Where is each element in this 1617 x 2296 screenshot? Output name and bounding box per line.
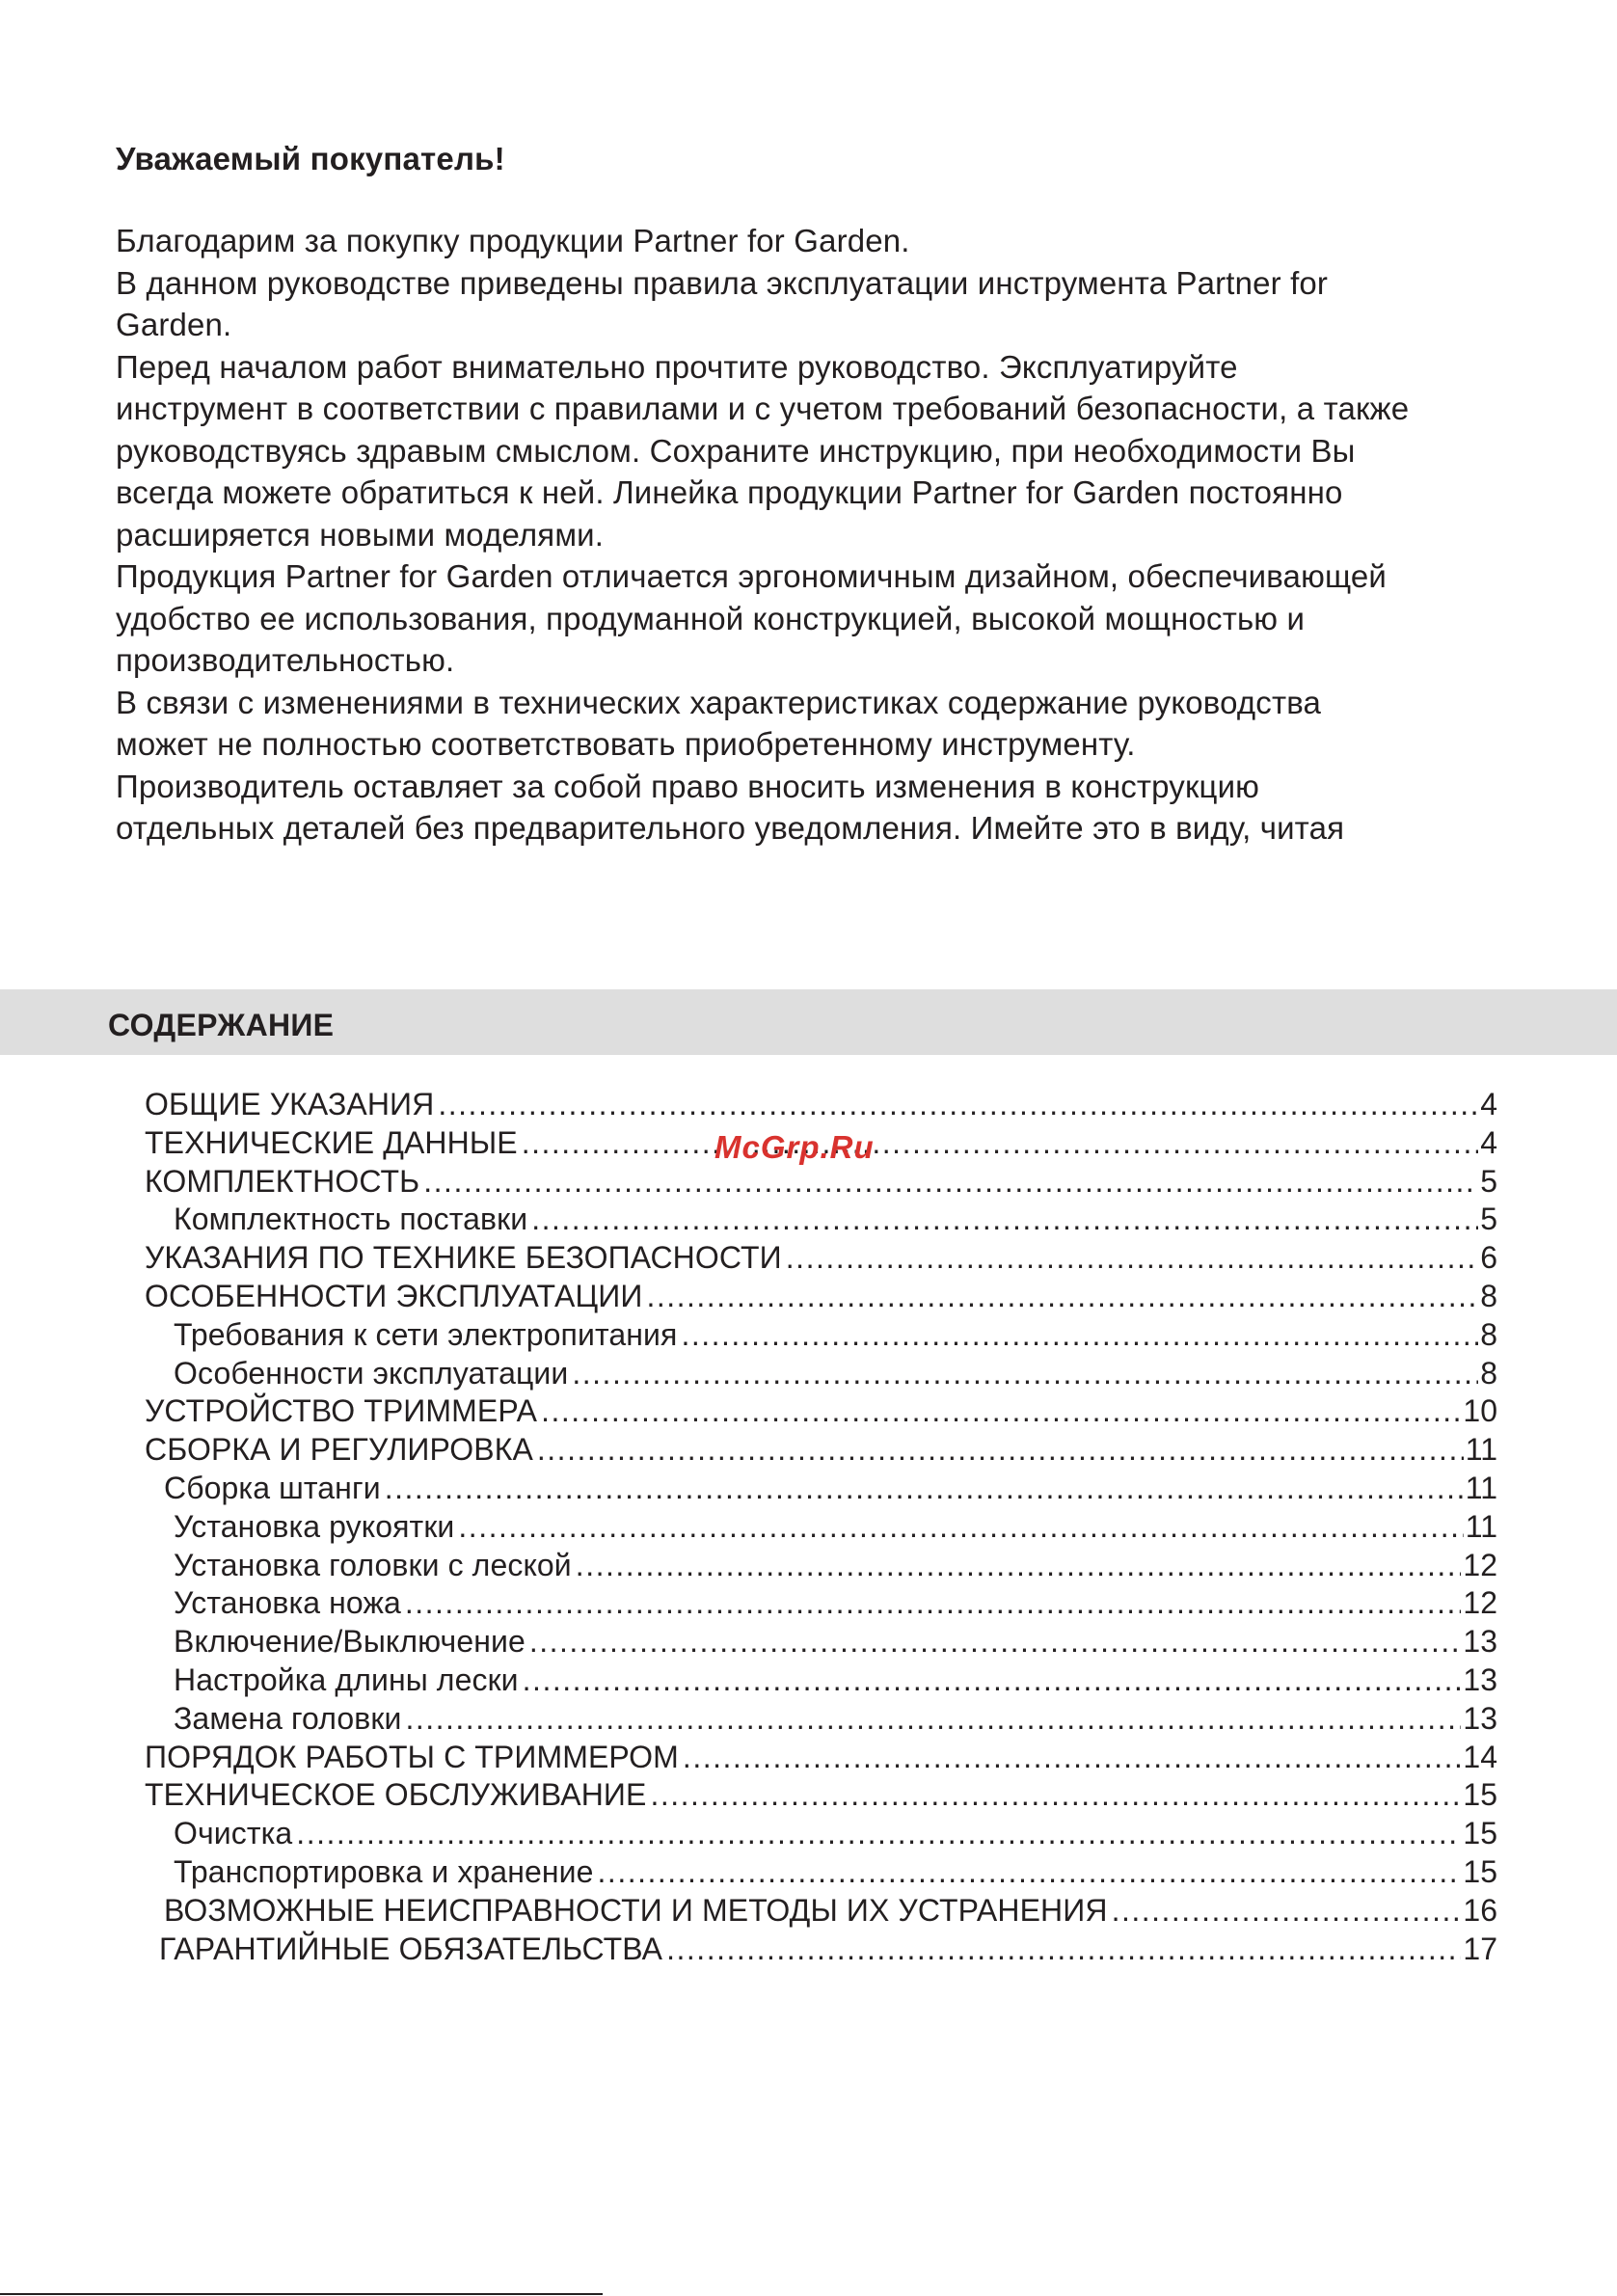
toc-entry-title: КОМПЛЕКТНОСТЬ	[145, 1164, 420, 1199]
watermark-logo: McGrp.Ru	[714, 1129, 875, 1165]
toc-dot-leader	[296, 1814, 1461, 1852]
toc-entry-title: ГАРАНТИЙНЫЕ ОБЯЗАТЕЛЬСТВА	[159, 1931, 663, 1966]
intro-line: Производитель оставляет за собой право вносить изменения в конструкцию	[116, 768, 1260, 804]
toc-entry[interactable]	[174, 1814, 1497, 1852]
toc-dot-leader	[405, 1583, 1462, 1622]
toc-entry-page: 8	[1480, 1279, 1497, 1313]
toc-dot-leader	[1112, 1891, 1462, 1930]
toc-entry-page: 17	[1463, 1931, 1497, 1966]
toc-entry-title: Настройка длины лески	[174, 1662, 519, 1697]
toc-dot-leader	[529, 1622, 1462, 1661]
toc-entry[interactable]	[159, 1930, 1497, 1968]
toc-entry-title: Транспортировка и хранение	[174, 1854, 594, 1889]
toc-dot-leader	[650, 1775, 1461, 1814]
toc-entry[interactable]	[174, 1200, 1497, 1238]
toc-entry[interactable]	[145, 1775, 1497, 1814]
toc-entry-title: ВОЗМОЖНЫЕ НЕИСПРАВНОСТИ И МЕТОДЫ ИХ УСТРАНЕНИЯ	[164, 1893, 1108, 1928]
toc-entry-page: 6	[1480, 1240, 1497, 1275]
toc-entry-title: ПОРЯДОК РАБОТЫ С ТРИММЕРОМ	[145, 1740, 679, 1774]
toc-dot-leader	[646, 1277, 1478, 1315]
toc-entry-title: Замена головки	[174, 1701, 402, 1736]
toc-dot-leader	[537, 1430, 1464, 1469]
toc-entry-title: Установка головки с леской	[174, 1548, 572, 1582]
toc-dot-leader	[666, 1930, 1461, 1968]
toc-entry-title: Сборка штанги	[164, 1471, 381, 1505]
toc-dot-leader	[522, 1123, 1478, 1162]
intro-line: Благодарим за покупку продукции Partner for Garden.	[116, 223, 910, 258]
intro-line: В данном руководстве приведены правила эксплуатации инструмента Partner for	[116, 264, 1329, 301]
toc-entry-page: 11	[1465, 1509, 1497, 1544]
toc-entry-title: ТЕХНИЧЕСКОЕ ОБСЛУЖИВАНИЕ	[145, 1777, 647, 1812]
toc-entry[interactable]	[174, 1622, 1497, 1661]
toc-entry-title: Требования к сети электропитания	[174, 1317, 678, 1352]
toc-entry[interactable]	[164, 1891, 1497, 1930]
toc-dot-leader	[681, 1315, 1478, 1354]
toc-entry-page: 11	[1465, 1432, 1497, 1467]
toc-entry[interactable]	[145, 1391, 1497, 1430]
toc-entry-page: 8	[1480, 1317, 1497, 1352]
toc-entry-page: 11	[1465, 1471, 1497, 1505]
intro-line: расширяется новыми моделями.	[116, 516, 605, 553]
toc-entry[interactable]	[174, 1546, 1497, 1584]
toc-entry-page: 12	[1463, 1548, 1497, 1582]
intro-line: Продукция Partner for Garden отличается эргономичным дизайном, обеспечивающей	[116, 558, 1387, 594]
toc-entry[interactable]	[145, 1238, 1497, 1277]
toc-entry-page: 13	[1463, 1701, 1497, 1736]
toc-entry-title: УСТРОЙСТВО ТРИММЕРА	[145, 1393, 538, 1428]
toc-entry-title: ОБЩИЕ УКАЗАНИЯ	[145, 1087, 435, 1121]
toc-entry-page: 12	[1463, 1585, 1497, 1620]
toc-entry-page: 15	[1463, 1816, 1497, 1850]
toc-entry-page: 15	[1463, 1777, 1497, 1812]
toc-heading: СОДЕРЖАНИЕ	[108, 1008, 335, 1042]
toc-dot-leader	[405, 1699, 1461, 1738]
toc-entry-page: 5	[1480, 1164, 1497, 1199]
toc-dot-leader	[438, 1085, 1478, 1123]
toc-entry[interactable]	[174, 1661, 1497, 1699]
toc-entry-title: Установка рукоятки	[174, 1509, 455, 1544]
toc-entry-page: 13	[1463, 1662, 1497, 1697]
toc-entry-title: Комплектность поставки	[174, 1202, 528, 1236]
toc-entry-title: ОСОБЕННОСТИ ЭКСПЛУАТАЦИИ	[145, 1279, 643, 1313]
toc-entry-page: 8	[1480, 1356, 1497, 1391]
toc-entry[interactable]	[174, 1852, 1497, 1891]
toc-entry-title: УКАЗАНИЯ ПО ТЕХНИКЕ БЕЗОПАСНОСТИ	[145, 1240, 782, 1275]
toc-entry[interactable]	[174, 1507, 1497, 1546]
toc-entry[interactable]	[145, 1085, 1497, 1123]
toc-dot-leader	[576, 1546, 1462, 1584]
toc-dot-leader	[531, 1200, 1478, 1238]
toc-entry-page: 15	[1463, 1854, 1497, 1889]
toc-dot-leader	[423, 1162, 1478, 1201]
toc-entry[interactable]	[174, 1583, 1497, 1622]
toc-entry-title: Очистка	[174, 1816, 293, 1850]
toc-dot-leader	[572, 1354, 1478, 1392]
toc-entry[interactable]	[174, 1354, 1497, 1392]
toc-dot-leader	[683, 1738, 1461, 1776]
toc-dot-leader	[598, 1852, 1462, 1891]
toc-entry[interactable]	[145, 1430, 1497, 1469]
toc-entry-title: Установка ножа	[174, 1585, 401, 1620]
greeting-heading: Уважаемый покупатель!	[116, 141, 505, 176]
toc-entry-page: 4	[1480, 1087, 1497, 1121]
toc-entry-page: 10	[1463, 1393, 1497, 1428]
footer-rule	[0, 2293, 603, 2295]
intro-line: руководствуясь здравым смыслом. Сохраните инструкцию, при необходимости Вы	[116, 432, 1356, 469]
toc-entry-title: Особенности эксплуатации	[174, 1356, 569, 1391]
toc-entry-page: 5	[1480, 1202, 1497, 1236]
intro-line: В связи с изменениями в технических характеристиках содержание руководства	[116, 684, 1322, 720]
toc-entry-title: СБОРКА И РЕГУЛИРОВКА	[145, 1432, 533, 1467]
toc-entry-page: 13	[1463, 1624, 1497, 1659]
intro-line: отдельных деталей без предварительного уведомления. Имейте это в виду, читая	[116, 810, 1345, 846]
toc-dot-leader	[541, 1391, 1461, 1430]
toc-entry-page: 14	[1463, 1740, 1497, 1774]
toc-entry[interactable]	[164, 1469, 1497, 1507]
toc-entry-page: 16	[1463, 1893, 1497, 1928]
intro-line: Garden.	[116, 307, 232, 342]
toc-dot-leader	[458, 1507, 1463, 1546]
toc-dot-leader	[786, 1238, 1478, 1277]
intro-line: производительностью.	[116, 642, 455, 678]
toc-entry[interactable]	[145, 1162, 1497, 1201]
toc-dot-leader	[385, 1469, 1464, 1507]
intro-line: всегда можете обратиться к ней. Линейка продукции Partner for Garden постоянно	[116, 474, 1343, 510]
intro-line: удобство ее использования, продуманной конструкцией, высокой мощностью и	[116, 600, 1306, 636]
toc-entry[interactable]	[145, 1738, 1497, 1776]
toc-dot-leader	[523, 1661, 1462, 1699]
intro-line: Перед началом работ внимательно прочтите руководство. Эксплуатируйте	[116, 348, 1238, 385]
intro-paragraphs	[116, 220, 1514, 850]
toc-entry-title: Включение/Выключение	[174, 1624, 526, 1659]
toc-entry[interactable]	[174, 1315, 1497, 1354]
toc-entry[interactable]	[145, 1277, 1497, 1315]
intro-line: инструмент в соответствии с правилами и с учетом требований безопасности, а также	[116, 391, 1410, 426]
toc-entry-title: ТЕХНИЧЕСКИЕ ДАННЫЕ	[145, 1125, 518, 1160]
toc-entry-page: 4	[1480, 1125, 1497, 1160]
toc-entry[interactable]	[174, 1699, 1497, 1738]
intro-line: может не полностью соответствовать приобретенному инструменту.	[116, 726, 1136, 762]
